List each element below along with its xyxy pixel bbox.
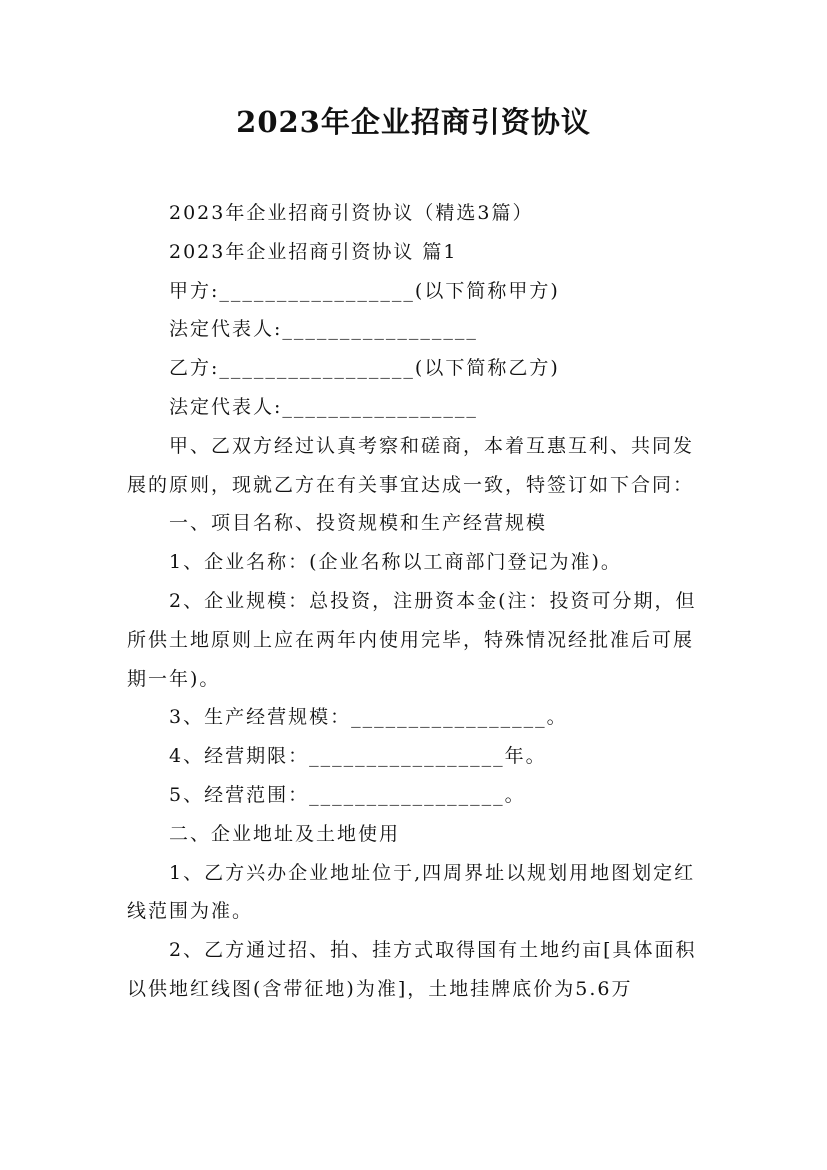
paragraph-heading-project: 一、项目名称、投资规模和生产经营规模 [169, 512, 548, 535]
paragraph-company-address: 1、乙方兴办企业地址位于,四周界址以规划用地图划定红线范围为准。 [127, 861, 696, 923]
paragraph-heading-address: 二、企业地址及土地使用 [169, 822, 401, 845]
paragraph-subtitle: 2023年企业招商引资协议（精选3篇） [169, 202, 534, 224]
paragraph-business-scope: 5、经营范围：_________________。 [169, 783, 526, 806]
paragraph-production-scale: 3、生产经营规模：_________________。 [169, 706, 568, 729]
document-body [127, 194, 712, 1009]
document-title: 2023年企业招商引资协议 [236, 105, 591, 139]
paragraph-party-a-representative: 法定代表人:_________________ [169, 318, 478, 341]
paragraph-party-b: 乙方:_________________(以下简称乙方) [169, 357, 560, 380]
paragraph-section-heading: 2023年企业招商引资协议 篇1 [169, 240, 458, 263]
paragraph-company-name: 1、企业名称：(企业名称以工商部门登记为准)。 [169, 551, 622, 574]
paragraph-preamble: 甲、乙双方经过认真考察和磋商，本着互惠互利、共同发展的原则，现就乙方在有关事宜达成一致，特签订如下合同： [127, 434, 695, 496]
paragraph-party-a: 甲方:_________________(以下简称甲方) [169, 279, 560, 302]
paragraph-party-b-representative: 法定代表人:_________________ [169, 395, 478, 418]
paragraph-company-scale: 2、企业规模：总投资，注册资本金(注：投资可分期，但所供土地原则上应在两年内使用完毕，特殊情况经批准后可展期一年)。 [127, 589, 697, 690]
paragraph-land-acquisition: 2、乙方通过招、拍、挂方式取得国有土地约亩[具体面积以供地红线图(含带征地)为准]，土地挂牌底价为5.6万 [127, 939, 697, 1000]
paragraph-operation-term: 4、经营期限：_________________年。 [169, 745, 547, 768]
